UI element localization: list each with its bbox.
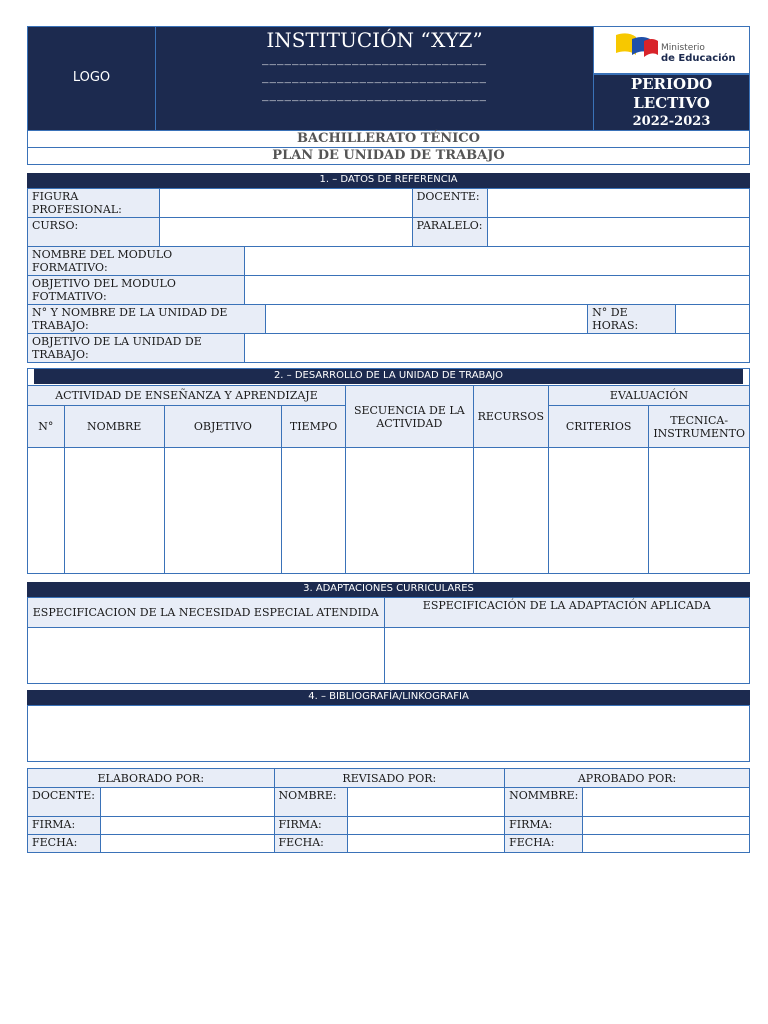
elaborado-firma-label: FIRMA: — [28, 817, 101, 835]
revisado-firma-label: FIRMA: — [274, 817, 347, 835]
objetivo-unidad-label: OBJETIVO DE LA UNIDAD DE TRABAJO: — [28, 334, 245, 363]
section-4-title: 4. – BIBLIOGRAFÍA/LINKOGRAFIA — [27, 690, 750, 706]
secuencia-header: SECUENCIA DE LA ACTIVIDAD — [345, 386, 473, 448]
objetivo-header: OBJETIVO — [164, 406, 282, 448]
period-label-1: PERIODO — [630, 75, 713, 93]
section-3-title: 3. ADAPTACIONES CURRICULARES — [27, 582, 750, 598]
curso-label: CURSO: — [28, 218, 160, 247]
docente-label: DOCENTE: — [412, 189, 487, 218]
figura-label: FIGURA PROFESIONAL: — [28, 189, 160, 218]
necesidad-header: ESPECIFICACION DE LA NECESIDAD ESPECIAL ATENDIDA — [28, 598, 385, 628]
elaborado-fecha-field[interactable] — [100, 835, 274, 853]
tecnica-cell[interactable] — [649, 448, 750, 574]
horas-field[interactable] — [676, 305, 750, 334]
aprobado-fecha-label: FECHA: — [505, 835, 583, 853]
recursos-cell[interactable] — [473, 448, 548, 574]
section-1-table-d — [27, 333, 750, 363]
nombre-modulo-label: NOMBRE DEL MODULO FORMATIVO: — [28, 247, 245, 276]
ministry-text-2: de Educación — [661, 53, 736, 64]
objetivo-modulo-label: OBJETIVO DEL MODULO FOTMATIVO: — [28, 276, 245, 305]
tiempo-header: TIEMPO — [282, 406, 346, 448]
subtitle-1: BACHILLERATO TÉNICO — [297, 131, 480, 146]
ministry-text-1: Ministerio — [661, 43, 705, 53]
necesidad-cell[interactable] — [28, 628, 385, 684]
revisado-nombre-field[interactable] — [347, 788, 505, 817]
subtitle-2: PLAN DE UNIDAD DE TRABAJO — [272, 148, 505, 163]
revisado-fecha-label: FECHA: — [274, 835, 347, 853]
aprobado-nombre-field[interactable] — [583, 788, 750, 817]
nombre-unidad-field[interactable] — [265, 305, 587, 334]
elaborado-firma-field[interactable] — [100, 817, 274, 835]
logo-placeholder: LOGO — [72, 70, 111, 85]
adaptacion-header: ESPECIFICACIÓN DE LA ADAPTACIÓN APLICADA — [384, 598, 750, 628]
institution-title: INSTITUCIÓN “XYZ” — [266, 28, 483, 52]
criterios-header: CRITERIOS — [549, 406, 649, 448]
objetivo-unidad-field[interactable] — [244, 334, 749, 363]
period-label-2: LECTIVO — [633, 94, 710, 112]
revisado-nombre-label: NOMBRE: — [274, 788, 347, 817]
elaborado-docente-label: DOCENTE: — [28, 788, 101, 817]
paralelo-field[interactable] — [487, 218, 749, 247]
nombre-header: NOMBRE — [64, 406, 164, 448]
aprobado-fecha-field[interactable] — [583, 835, 750, 853]
section-2-title: 2. – DESARROLLO DE LA UNIDAD DE TRABAJO — [34, 369, 743, 384]
num-cell[interactable] — [28, 448, 65, 574]
period-value: 2022-2023 — [632, 114, 711, 129]
ministry-flag-icon — [614, 31, 660, 65]
section-1-table-b — [27, 246, 750, 305]
tecnica-header: TECNICA-INSTRUMENTO — [649, 406, 750, 448]
section-1-table-c — [27, 304, 750, 334]
dash-line-2: ______________________________ — [262, 70, 487, 84]
aprobado-nombre-label: NOMMBRE: — [505, 788, 583, 817]
section-1-table — [27, 188, 750, 247]
revisado-header: REVISADO POR: — [274, 769, 505, 788]
section-3-table — [27, 597, 750, 684]
dash-line-1: ______________________________ — [262, 52, 487, 66]
aprobado-firma-label: FIRMA: — [505, 817, 583, 835]
section-2-table — [27, 385, 750, 574]
elaborado-docente-field[interactable] — [100, 788, 274, 817]
revisado-fecha-field[interactable] — [347, 835, 505, 853]
paralelo-label: PARALELO: — [412, 218, 487, 247]
elaborado-fecha-label: FECHA: — [28, 835, 101, 853]
elaborado-header: ELABORADO POR: — [28, 769, 275, 788]
revisado-firma-field[interactable] — [347, 817, 505, 835]
docente-field[interactable] — [487, 189, 749, 218]
section-1-title: 1. – DATOS DE REFERENCIA — [27, 173, 750, 188]
objetivo-modulo-field[interactable] — [244, 276, 749, 305]
recursos-header: RECURSOS — [473, 386, 548, 448]
horas-label: N° DE HORAS: — [588, 305, 676, 334]
tiempo-cell[interactable] — [282, 448, 346, 574]
aprobado-header: APROBADO POR: — [505, 769, 750, 788]
curso-field[interactable] — [160, 218, 412, 247]
criterios-cell[interactable] — [549, 448, 649, 574]
secuencia-cell[interactable] — [345, 448, 473, 574]
evaluacion-header: EVALUACIÓN — [549, 386, 750, 406]
aprobado-firma-field[interactable] — [583, 817, 750, 835]
bibliografia-field[interactable] — [27, 705, 750, 762]
adaptacion-cell[interactable] — [384, 628, 750, 684]
actividad-header: ACTIVIDAD DE ENSEÑANZA Y APRENDIZAJE — [28, 386, 346, 406]
nombre-unidad-label: N° Y NOMBRE DE LA UNIDAD DE TRABAJO: — [28, 305, 266, 334]
nombre-modulo-field[interactable] — [244, 247, 749, 276]
nombre-cell[interactable] — [64, 448, 164, 574]
figura-field[interactable] — [160, 189, 412, 218]
dash-line-3: ______________________________ — [262, 88, 487, 102]
signature-table — [27, 768, 750, 853]
num-header: N° — [28, 406, 65, 448]
objetivo-cell[interactable] — [164, 448, 282, 574]
